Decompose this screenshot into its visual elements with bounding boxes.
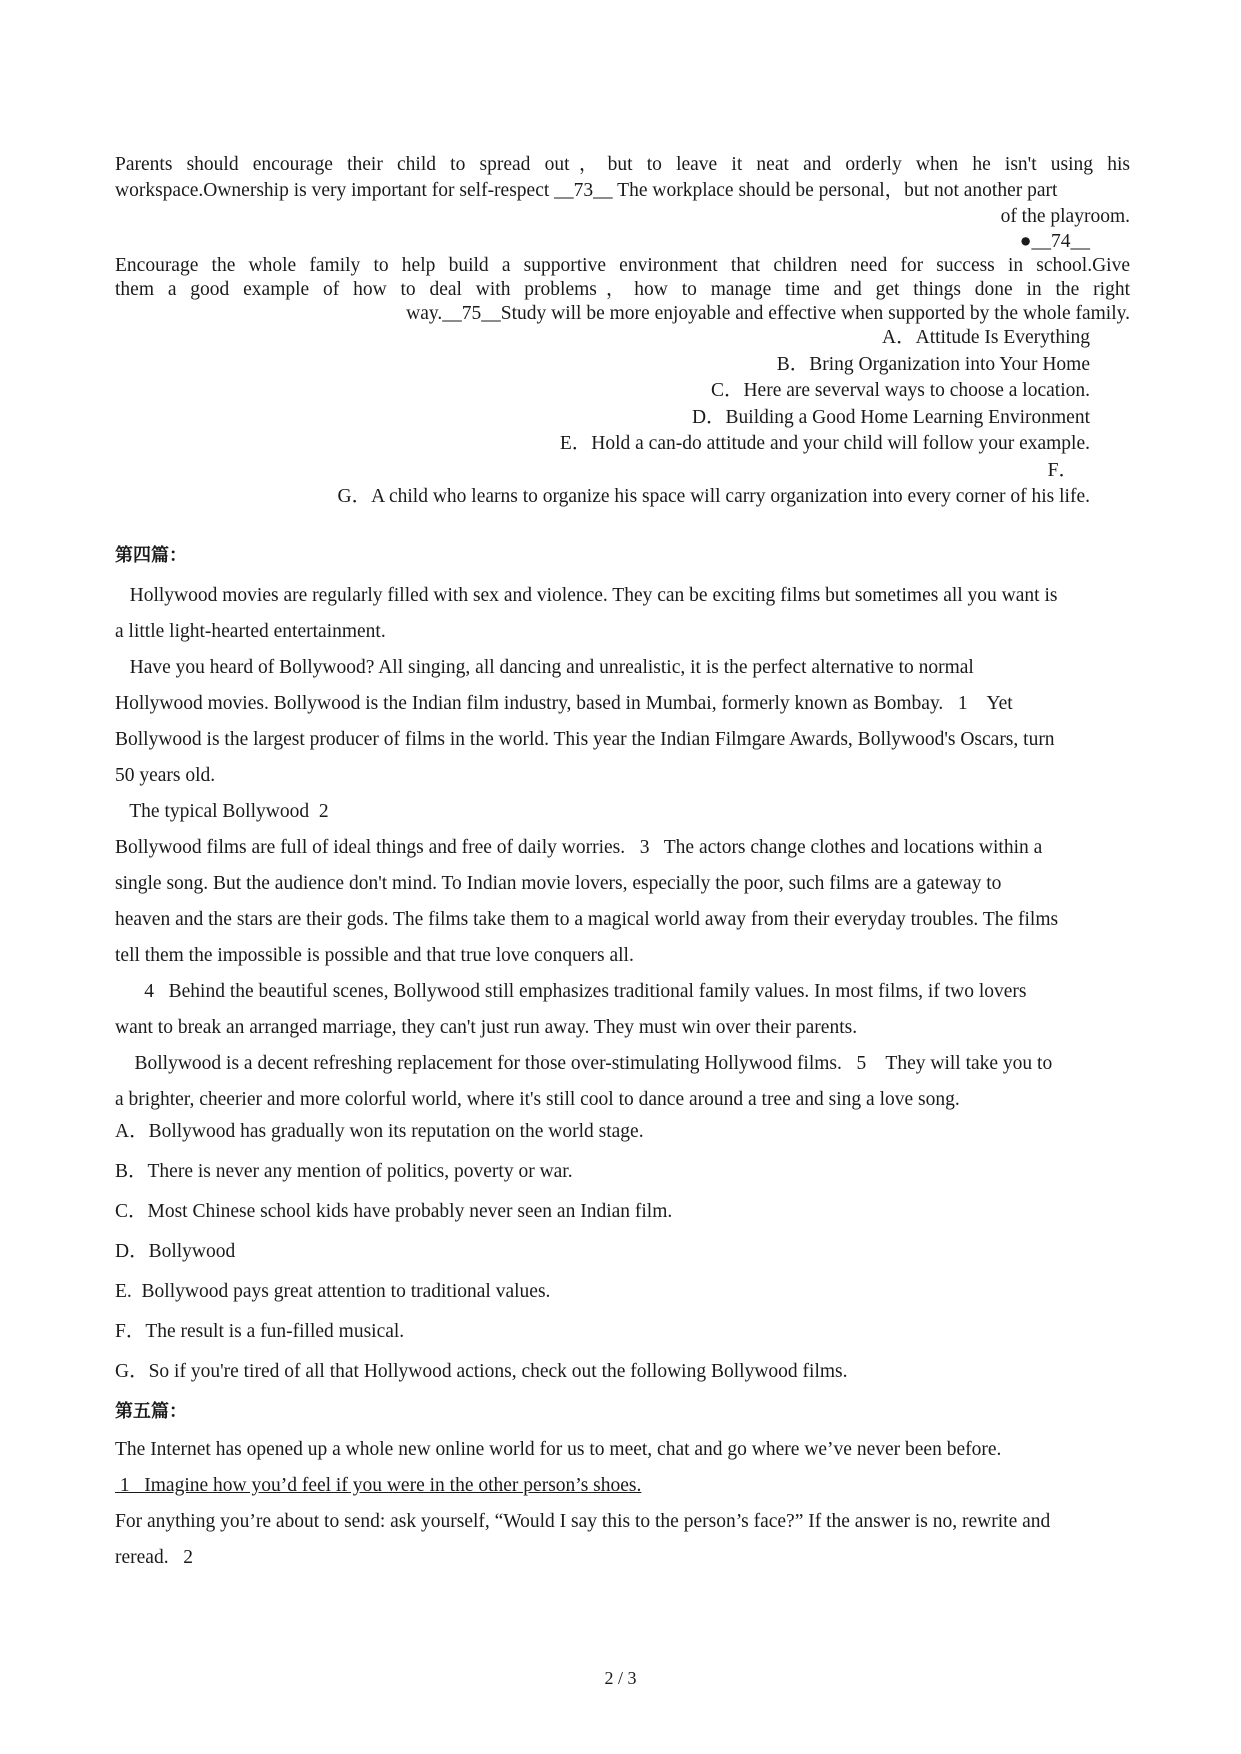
- option-c: C．Most Chinese school kids have probably never seen an Indian film.: [115, 1201, 673, 1222]
- section-heading: 第五篇：: [115, 1401, 187, 1422]
- passage-line: a little light-hearted entertainment.: [115, 621, 386, 642]
- option-f: F．: [1047, 459, 1078, 481]
- passage-line: them a good example of how to deal with problems，how to manage time and get things done in the right: [115, 279, 1130, 300]
- passage-line: 50 years old.: [115, 765, 216, 786]
- passage-line: heaven and the stars are their gods. The films take them to a magical world away from their everyday troubles. The films: [115, 909, 1059, 930]
- option-a: A．Attitude Is Everything: [882, 327, 1090, 348]
- passage-line-underlined: 1 Imagine how you’d feel if you were in the other person’s shoes.: [115, 1475, 642, 1496]
- passage-line: 4 Behind the beautiful scenes, Bollywood still emphasizes traditional family values. In most films, if two lovers: [115, 981, 1027, 1002]
- passage-line: a brighter, cheerier and more colorful world, where it's still cool to dance around a tree and sing a love song.: [115, 1089, 960, 1110]
- option-g: G．A child who learns to organize his space will carry organization into every corner of his life.: [337, 486, 1090, 507]
- option-f: F．The result is a fun-filled musical.: [115, 1321, 405, 1342]
- option-e: E．Hold a can-do attitude and your child will follow your example.: [559, 433, 1090, 454]
- passage-line: reread. 2: [115, 1547, 193, 1568]
- passage-line: Bollywood is a decent refreshing replacement for those over-stimulating Hollywood films. 5 They will take you to: [115, 1053, 1053, 1074]
- passage-four-options: [115, 1112, 1130, 1392]
- option-a: A．Bollywood has gradually won its reputation on the world stage.: [115, 1121, 644, 1142]
- passage-line: Bollywood films are full of ideal things and free of daily worries. 3 The actors change clothes and locations within a: [115, 837, 1043, 858]
- passage-line: want to break an arranged marriage, they can't just run away. They must win over their parents.: [115, 1017, 858, 1038]
- passage-three-options: [115, 325, 1130, 511]
- option-e: E. Bollywood pays great attention to traditional values.: [115, 1281, 551, 1302]
- passage-line: Have you heard of Bollywood? All singing, all dancing and unrealistic, it is the perfect alternative to normal: [115, 657, 974, 678]
- passage-line: Bollywood is the largest producer of films in the world. This year the Indian Filmgare Awards, Bollywood's Oscars, turn: [115, 729, 1055, 750]
- page-number: 2 / 3: [604, 1668, 637, 1688]
- passage-line: workspace.Ownership is very important for self-respect __73__ The workplace should be personal，but not another part: [115, 180, 1058, 201]
- passage-line: single song. But the audience don't mind. To Indian movie lovers, especially the poor, such films are a gateway to: [115, 873, 1002, 894]
- section-heading: 第四篇：: [115, 545, 187, 566]
- passage-line: For anything you’re about to send: ask yourself, “Would I say this to the person’s face?” If the answer is no, rewrite and: [115, 1511, 1051, 1532]
- passage-five-body: [115, 1432, 1130, 1576]
- passage-line: Encourage the whole family to help build a supportive environment that children need for success in school.Give: [115, 255, 1130, 276]
- option-g: G．So if you're tired of all that Hollywood actions, check out the following Bollywood films.: [115, 1361, 848, 1382]
- passage-five-heading-wrap: [115, 1399, 1130, 1425]
- option-b: B．Bring Organization into Your Home: [776, 353, 1090, 375]
- blank-marker: ●__74__: [1019, 231, 1090, 252]
- passage-line: way.__75__Study will be more enjoyable and effective when supported by the whole family.: [406, 303, 1130, 324]
- passage-line: The Internet has opened up a whole new online world for us to meet, chat and go where we’ve never been before.: [115, 1439, 1002, 1460]
- passage-line: The typical Bollywood 2: [115, 801, 329, 822]
- passage-line: of the playroom.: [1000, 206, 1130, 227]
- option-b: B．There is never any mention of politics, poverty or war.: [115, 1161, 573, 1182]
- option-d: D．Bollywood: [115, 1241, 236, 1262]
- passage-line: tell them the impossible is possible and that true love conquers all.: [115, 945, 634, 966]
- passage-four-body: [115, 578, 1130, 1118]
- passage-line: Parents should encourage their child to spread out，but to leave it neat and orderly when he isn't using his: [115, 154, 1130, 175]
- passage-three-block: [115, 152, 1130, 326]
- passage-line: Hollywood movies are regularly filled with sex and violence. They can be exciting films but sometimes all you want is: [115, 585, 1058, 606]
- passage-four-heading-wrap: [115, 543, 1130, 569]
- option-c: C．Here are severval ways to choose a location.: [710, 380, 1090, 401]
- passage-line: Hollywood movies. Bollywood is the Indian film industry, based in Mumbai, formerly known as Bombay. 1 Yet: [115, 693, 1013, 714]
- option-d: D．Building a Good Home Learning Environment: [691, 406, 1090, 428]
